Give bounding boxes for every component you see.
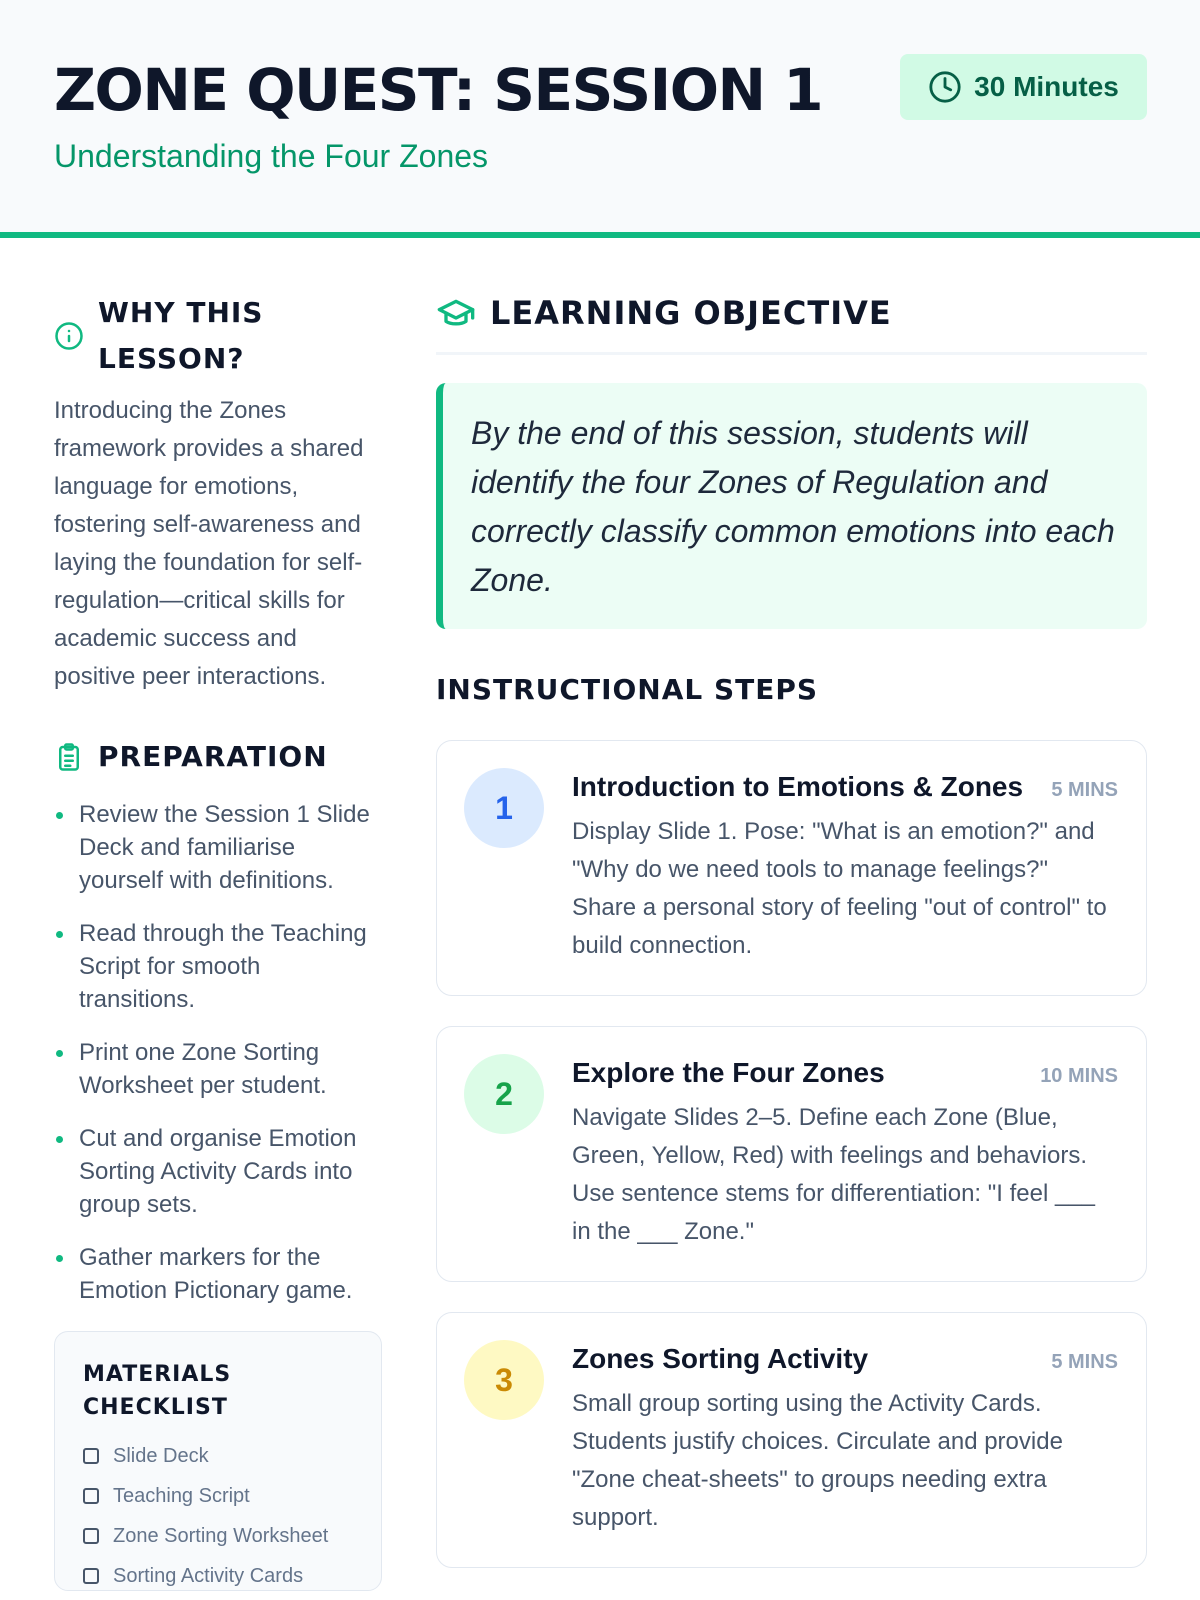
duration-text: 30 Minutes: [974, 71, 1119, 102]
step-card: [436, 1312, 1147, 1568]
checklist-label: Sorting Activity Cards: [113, 1564, 304, 1587]
step-number-badge: 1: [464, 768, 544, 848]
step-title: Zones Sorting Activity: [572, 1343, 869, 1374]
list-item: Print one Zone Sorting Worksheet per student.: [54, 1036, 382, 1102]
checklist-item[interactable]: [83, 1516, 353, 1556]
checkbox[interactable]: [83, 1488, 99, 1504]
list-item: Review the Session 1 Slide Deck and familiarise yourself with definitions.: [54, 798, 382, 897]
objective-callout: By the end of this session, students will identify the four Zones of Regulation and correctly classify common emotions into each Zone.: [436, 383, 1147, 629]
why-heading-row: [54, 290, 382, 382]
checklist: [83, 1436, 353, 1591]
step-description: Display Slide 1. Pose: "What is an emotion?" and "Why do we need tools to manage feelings?" Share a personal story of feeling "out of control" to build connection.: [572, 818, 1107, 959]
checkbox[interactable]: [83, 1568, 99, 1584]
step-card: [436, 1026, 1147, 1282]
why-heading: WHY THIS LESSON?: [98, 296, 264, 375]
step-title: Explore the Four Zones: [572, 1057, 885, 1088]
main-column: [436, 290, 1147, 1568]
step-duration: 5 MINS: [1051, 779, 1118, 801]
checklist-item[interactable]: [83, 1556, 353, 1591]
preparation-section: [54, 734, 382, 1307]
clipboard-icon: [54, 742, 84, 772]
page-header: [0, 0, 1200, 238]
list-item: Cut and organise Emotion Sorting Activity Cards into group sets.: [54, 1122, 382, 1221]
objective-heading-row: [436, 290, 1147, 355]
checkbox[interactable]: [83, 1448, 99, 1464]
objective-heading: LEARNING OBJECTIVE: [490, 294, 892, 332]
checklist-label: Zone Sorting Worksheet: [113, 1524, 329, 1547]
preparation-heading-row: [54, 734, 382, 780]
why-text: Introducing the Zones framework provides a shared language for emotions, fostering self-awareness and laying the foundation for self-regulation—critical skills for academic success and positive peer interactions.: [54, 397, 364, 690]
clock-icon: [928, 70, 962, 104]
materials-heading: MATERIALS CHECKLIST: [83, 1362, 232, 1420]
step-duration: 5 MINS: [1051, 1351, 1118, 1373]
steps-heading: INSTRUCTIONAL STEPS: [436, 673, 819, 706]
step-title: Introduction to Emotions & Zones: [572, 771, 1024, 802]
checkbox[interactable]: [83, 1528, 99, 1544]
materials-checklist: [54, 1331, 382, 1591]
step-card: [436, 740, 1147, 996]
page-subtitle: Understanding the Four Zones: [54, 138, 489, 174]
list-item: Gather markers for the Emotion Pictionary game.: [54, 1241, 382, 1307]
preparation-list: [54, 798, 382, 1307]
checklist-label: Slide Deck: [113, 1444, 209, 1467]
list-item: Read through the Teaching Script for smooth transitions.: [54, 917, 382, 1016]
step-description: Navigate Slides 2–5. Define each Zone (Blue, Green, Yellow, Red) with feelings and behaviors. Use sentence stems for differentiation: "I feel ___ in the ___ Zone.": [572, 1104, 1096, 1245]
duration-badge: [900, 54, 1147, 120]
step-description: Small group sorting using the Activity Cards. Students justify choices. Circulate and provide "Zone cheat-sheets" to groups needing extra support.: [572, 1390, 1063, 1531]
info-icon: [54, 321, 84, 351]
checklist-item[interactable]: [83, 1436, 353, 1476]
steps-list: [436, 740, 1147, 1568]
step-duration: 10 MINS: [1040, 1065, 1118, 1087]
preparation-heading: PREPARATION: [98, 740, 328, 773]
step-number-badge: 2: [464, 1054, 544, 1134]
graduation-cap-icon: [436, 293, 476, 333]
page-title: ZONE QUEST: SESSION 1: [54, 56, 823, 124]
checklist-label: Teaching Script: [113, 1484, 250, 1507]
sidebar-column: [54, 290, 382, 1591]
checklist-item[interactable]: [83, 1476, 353, 1516]
step-number-badge: 3: [464, 1340, 544, 1420]
